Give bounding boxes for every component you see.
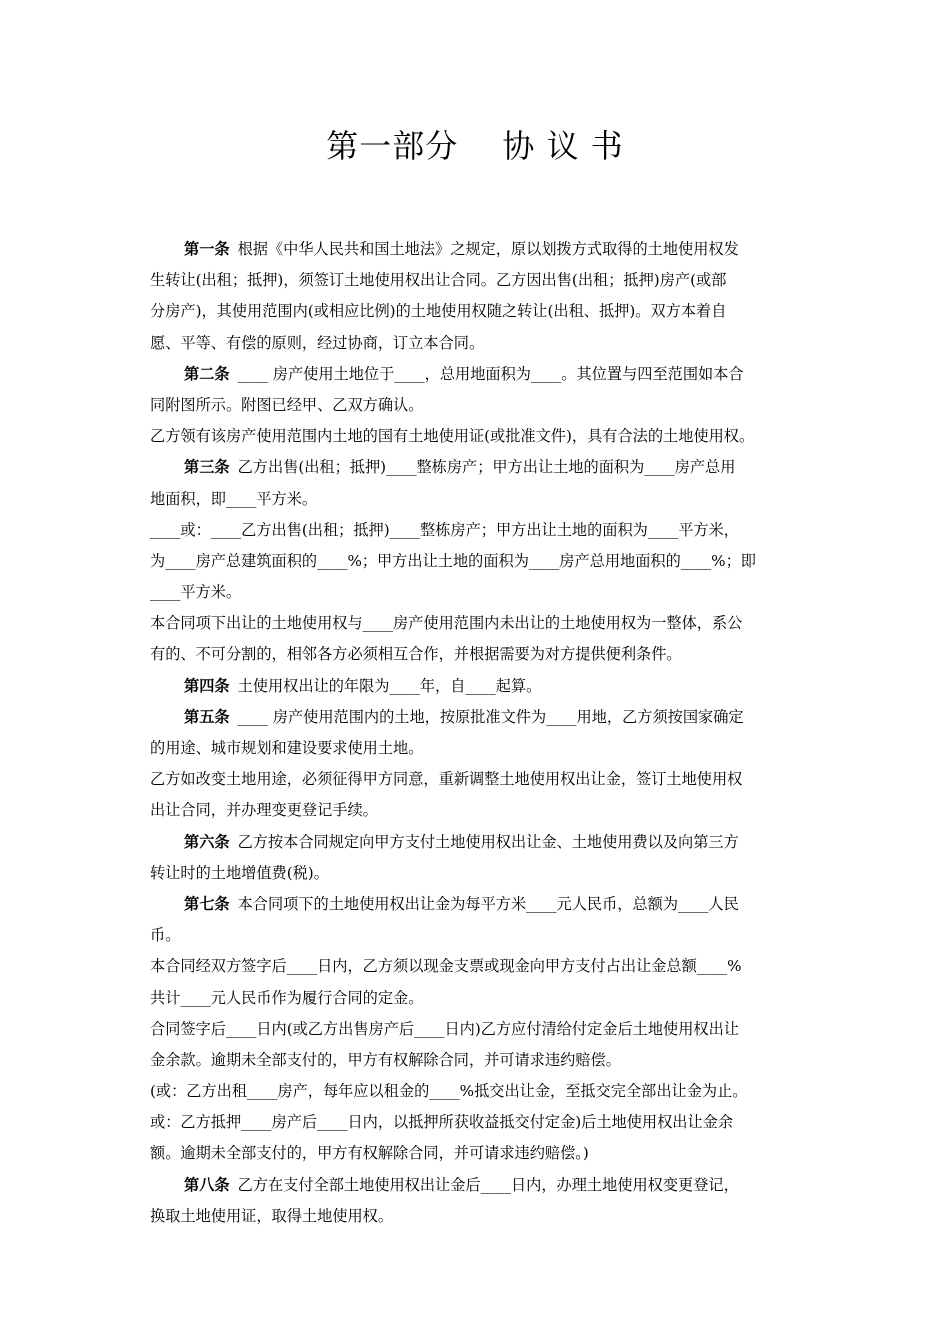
article-3-line-2: 地面积，即____平方米。 [150, 489, 318, 508]
article-7-line-6: 金余款。逾期未全部支付的，甲方有权解除合同，并可请求违约赔偿。 [150, 1050, 621, 1069]
article-2-text: ____ 房产使用土地位于____，总用地面积为____。其位置与四至范围如本合 [237, 364, 744, 383]
article-2-label: 第二条 [184, 364, 230, 383]
article-7-line-4: 共计____元人民币作为履行合同的定金。 [150, 988, 424, 1007]
article-2-line-3: 乙方领有该房产使用范围内土地的国有土地使用证(或批准文件)，具有合法的土地使用权。 [150, 427, 755, 446]
article-4-line-1 [150, 671, 820, 702]
article-4-label: 第四条 [184, 676, 230, 695]
article-1-line-4: 愿、平等、有偿的原则，经过协商，订立本合同。 [150, 333, 485, 352]
article-7-label: 第七条 [184, 894, 230, 913]
article-7-line-7: (或：乙方出租____房产，每年应以租金的____%抵交出让金，至抵交完全部出让金为止。 [150, 1082, 748, 1101]
article-5-line-4: 出让合同，并办理变更登记手续。 [150, 801, 378, 820]
article-3-line-5: ____平方米。 [150, 583, 242, 602]
article-7-line-9: 额。逾期未全部支付的，甲方有权解除合同，并可请求违约赔偿。) [150, 1144, 589, 1163]
article-3-text: 乙方出售(出租；抵押)____整栋房产；甲方出让土地的面积为____房产总用 [237, 458, 736, 477]
article-5-label: 第五条 [184, 707, 230, 726]
article-7-line-3: 本合同经双方签字后____日内，乙方须以现金支票或现金向甲方支付占出让金总额____% [150, 957, 742, 976]
article-6-label: 第六条 [184, 832, 230, 851]
document-body [150, 234, 820, 1232]
article-8-line-1 [150, 1170, 820, 1201]
article-3-line-3: ____或：____乙方出售(出租；抵押)____整栋房产；甲方出让土地的面积为____平方米， [150, 520, 739, 539]
article-3-line-1 [150, 452, 820, 483]
article-7-text: 本合同项下的土地使用权出让金为每平方米____元人民币，总额为____人民 [237, 894, 739, 913]
article-5-text: ____ 房产使用范围内的土地，按原批准文件为____用地，乙方须按国家确定 [237, 707, 744, 726]
article-3-line-7: 有的、不可分割的，相邻各方必须相互合作，并根据需要为对方提供便利条件。 [150, 645, 682, 664]
article-3-label: 第三条 [184, 458, 230, 477]
article-1-line-1 [150, 234, 820, 265]
article-3-line-6: 本合同项下出让的土地使用权与____房产使用范围内未出让的土地使用权为一整体，系公 [150, 614, 743, 633]
article-7-line-8: 或：乙方抵押____房产后____日内，以抵押所获收益抵交付定金)后土地使用权出让金余 [150, 1113, 734, 1132]
article-2-line-2: 同附图所示。附图已经甲、乙双方确认。 [150, 395, 424, 414]
article-8-text: 乙方在支付全部土地使用权出让金后____日内，办理土地使用权变更登记， [237, 1175, 739, 1194]
article-6-line-1 [150, 827, 820, 858]
article-1-line-2: 生转让(出租；抵押)，须签订土地使用权出让合同。乙方因出售(出租；抵押)房产(或部 [150, 271, 727, 290]
article-1-line-3: 分房产)，其使用范围内(或相应比例)的土地使用权随之转让(出租、抵押)。双方本着自 [150, 302, 727, 321]
article-1-text: 根据《中华人民共和国土地法》之规定，原以划拨方式取得的土地使用权发 [237, 240, 739, 258]
page-title: 第一部分 协 议 书 [326, 127, 624, 165]
article-2-line-1 [150, 359, 820, 390]
article-3-line-4: 为____房产总建筑面积的____%；甲方出让土地的面积为____房产总用地面积的____%；即 [150, 551, 756, 570]
article-7-line-5: 合同签字后____日内(或乙方出售房产后____日内)乙方应付清给付定金后土地使用权出让 [150, 1019, 739, 1038]
article-5-line-1 [150, 702, 820, 733]
article-4-text: 土使用权出让的年限为____年，自____起算。 [237, 676, 542, 695]
article-6-text: 乙方按本合同规定向甲方支付土地使用权出让金、土地使用费以及向第三方 [237, 832, 739, 851]
article-8-label: 第八条 [184, 1175, 230, 1194]
article-5-line-3: 乙方如改变土地用途，必须征得甲方同意，重新调整土地使用权出让金，签订土地使用权 [150, 770, 743, 789]
article-8-line-2: 换取土地使用证，取得土地使用权。 [150, 1206, 393, 1225]
article-7-line-2: 币。 [150, 926, 181, 945]
article-1-label: 第一条 [184, 240, 230, 258]
article-7-line-1 [150, 889, 820, 920]
article-6-line-2: 转让时的土地增值费(税)。 [150, 863, 329, 882]
article-5-line-2: 的用途、城市规划和建设要求使用土地。 [150, 739, 424, 757]
